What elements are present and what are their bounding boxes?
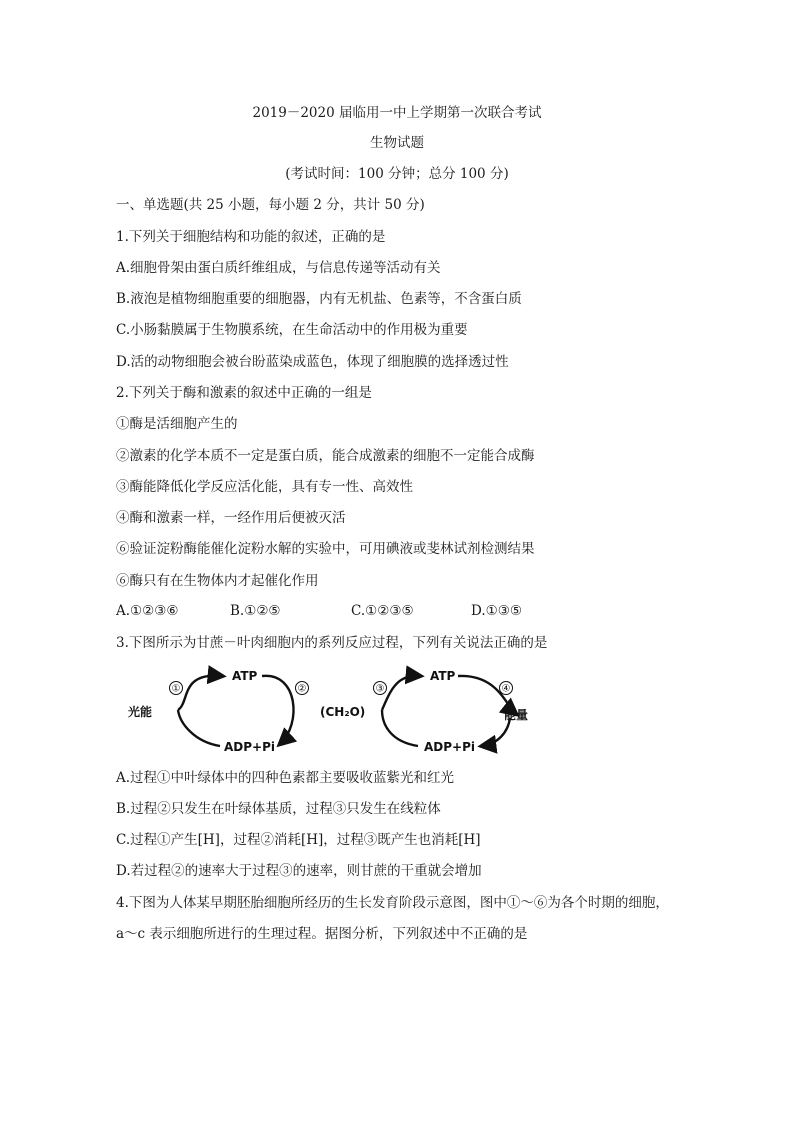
process-1-label: ① xyxy=(171,683,181,695)
arrow-to-adp-right xyxy=(482,718,510,746)
q2-statement-3: ③酶能降低化学反应活化能，具有专一性、高效性 xyxy=(116,479,413,495)
q4-stem-line-1: 4.下图为人体某早期胚胎细胞所经历的生长发育阶段示意图，图中①～⑥为各个时期的细胞， xyxy=(116,895,669,911)
label-energy: 能量 xyxy=(504,708,529,722)
q3-option-c: C.过程①产生[H]，过程②消耗[H]，过程③既产生也消耗[H] xyxy=(116,832,481,848)
process-4-label: ④ xyxy=(501,683,511,695)
q2-option-a: A.①②③⑥ xyxy=(116,603,179,619)
q2-option-c: C.①②③⑤ xyxy=(351,603,414,619)
q2-options-row xyxy=(116,603,536,621)
arrow-ch2o-to-atp xyxy=(382,676,420,710)
label-light-energy: 光能 xyxy=(128,705,153,719)
q3-option-d: D.若过程②的速率大于过程③的速率，则甘蔗的干重就会增加 xyxy=(116,863,482,879)
q2-statement-5: ⑥验证淀粉酶能催化淀粉水解的实验中，可用碘液或斐林试剂检测结果 xyxy=(116,541,535,557)
q3-stem: 3.下图所示为甘蔗－叶肉细胞内的系列反应过程，下列有关说法正确的是 xyxy=(116,635,548,651)
process-2-label: ② xyxy=(297,683,307,695)
q4-stem-line-2: a～c 表示细胞所进行的生理过程。据图分析，下列叙述中不正确的是 xyxy=(116,926,528,942)
energy-cycle-diagram xyxy=(120,662,540,762)
q3-option-a: A.过程①中叶绿体中的四种色素都主要吸收蓝紫光和红光 xyxy=(116,770,455,786)
q2-statement-6: ⑥酶只有在生物体内才起催化作用 xyxy=(116,573,319,589)
q3-option-b: B.过程②只发生在叶绿体基质，过程③只发生在线粒体 xyxy=(116,801,441,817)
q2-statement-1: ①酶是活细胞产生的 xyxy=(116,416,238,432)
q2-option-d: D.①③⑤ xyxy=(471,603,522,619)
label-adp-left: ADP+Pi xyxy=(224,740,276,754)
process-3-label: ③ xyxy=(375,683,385,695)
q1-option-b: B.液泡是植物细胞重要的细胞器，内有无机盐、色素等，不含蛋白质 xyxy=(116,291,522,307)
q2-statement-2: ②激素的化学本质不一定是蛋白质，能合成激素的细胞不一定能合成酶 xyxy=(116,448,535,464)
arrow-adp-return-left xyxy=(178,710,220,746)
q1-option-c: C.小肠黏膜属于生物膜系统，在生命活动中的作用极为重要 xyxy=(116,322,468,338)
arrow-light-to-atp xyxy=(178,676,222,710)
arrow-atp-to-adp xyxy=(262,676,294,744)
label-ch2o: (CH₂O) xyxy=(320,705,366,719)
q2-statement-4: ④酶和激素一样，一经作用后便被灭活 xyxy=(116,510,346,526)
label-adp-right: ADP+Pi xyxy=(424,740,476,754)
label-atp-left: ATP xyxy=(232,669,258,683)
q1-stem: 1.下列关于细胞结构和功能的叙述，正确的是 xyxy=(116,229,386,245)
section-heading: 一、单选题(共 25 小题，每小题 2 分，共计 50 分) xyxy=(116,197,425,213)
q2-stem: 2.下列关于酶和激素的叙述中正确的一组是 xyxy=(116,385,372,401)
subject-title: 生物试题 xyxy=(370,135,424,151)
q2-option-b: B.①②⑤ xyxy=(230,603,281,619)
q1-option-a: A.细胞骨架由蛋白质纤维组成，与信息传递等活动有关 xyxy=(116,260,441,276)
exam-info: (考试时间：100 分钟；总分 100 分) xyxy=(285,166,509,182)
q1-option-d: D.活的动物细胞会被台盼蓝染成蓝色，体现了细胞膜的选择透过性 xyxy=(116,354,509,370)
label-atp-right: ATP xyxy=(430,669,456,683)
arrow-adp-return-right xyxy=(382,710,418,746)
exam-title: 2019－2020 届临用一中上学期第一次联合考试 xyxy=(252,105,542,121)
